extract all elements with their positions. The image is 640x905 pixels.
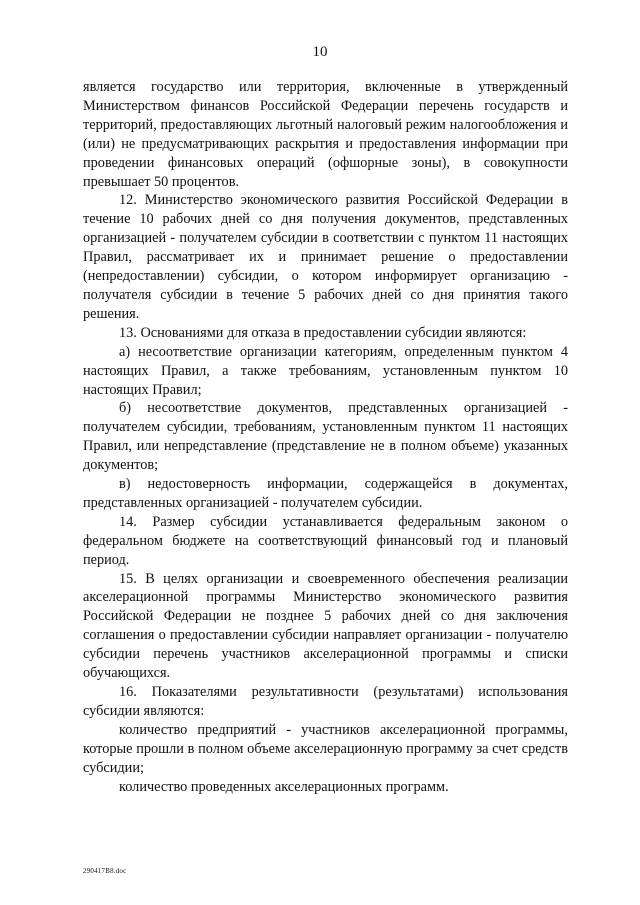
- paragraph-16: 16. Показателями результативности (результатами) использования субсидии являются:: [83, 684, 568, 719]
- paragraph-16-item-1: количество предприятий - участников акселерационной программы, которые прошли в полном объеме акселерационную программу за счет средств субсидии;: [83, 721, 568, 776]
- paragraph-13: 13. Основаниями для отказа в предоставлении субсидии являются:: [119, 324, 527, 341]
- paragraph-13-b: б) несоответствие документов, представленных организацией - получателем субсидии, требованиям, установленным пунктом 11 настоящих Правил, или непредставление (представление не в полном объеме) указанных документов;: [83, 400, 568, 474]
- paragraph-continuation: является государство или территория, включенные в утвержденный Министерством финансов Российской Федерации перечень государств и территорий, предоставляющих льготный налоговый режим налогообложения и (или) не предусматривающих раскрытия и предоставления информации при проведении финансовых операций (офшорные зоны), в совокупности превышает 50 процентов.: [83, 79, 568, 190]
- paragraph-13-v: в) недостоверность информации, содержащейся в документах, представленных организацией - получателем субсидии.: [83, 476, 568, 511]
- paragraph-14: 14. Размер субсидии устанавливается федеральным законом о федеральном бюджете на соответствующий финансовый год и плановый период.: [83, 513, 568, 568]
- paragraph-16-item-2: количество проведенных акселерационных программ.: [119, 778, 449, 795]
- footer-filename: 290417В8.doc: [83, 867, 127, 875]
- page-number: 10: [312, 44, 328, 60]
- paragraph-12: 12. Министерство экономического развития Российской Федерации в течение 10 рабочих дней со дня получения документов, представленных организацией - получателем субсидии в соответствии с пунктом 11 настоящих Правил, рассматривает их и принимает решение о предоставлении (непредоставлении) субсидии, о котором информирует организацию - получателя субсидии в течение 5 рабочих дней со дня принятия такого решения.: [83, 192, 568, 322]
- paragraph-13-a: а) несоответствие организации категориям, определенным пунктом 4 настоящих Правил, а также требованиям, установленным пунктом 10 настоящих Правил;: [83, 343, 568, 398]
- paragraph-15: 15. В целях организации и своевременного обеспечения реализации акселерационной программы Министерство экономического развития Российской Федерации не позднее 5 рабочих дней со дня заключения соглашения о предоставлении субсидии направляет организации - получателю субсидии перечень участников акселерационной программы и списки обучающихся.: [83, 570, 568, 682]
- document-body: [83, 78, 568, 796]
